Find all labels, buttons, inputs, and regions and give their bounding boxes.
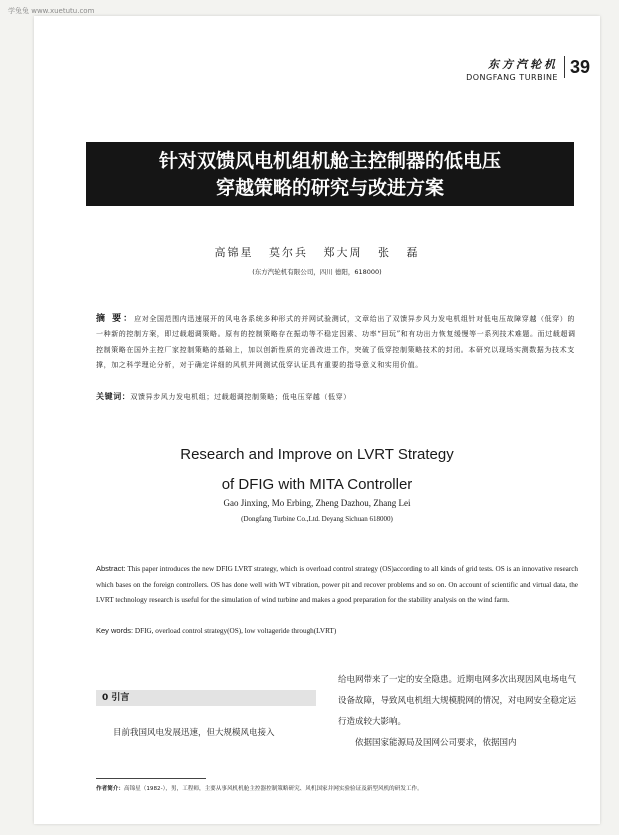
body-right-paragraph-1: 给电网带来了一定的安全隐患。近期电网多次出现因风电场电气设备故障，导致风电机组大规模脱网的情况，对电网安全稳定运行造成较大影响。 [338, 675, 577, 727]
footnote [96, 784, 578, 792]
body-right-paragraph-2: 依据国家能源局及国网公司要求，依据国内 [355, 738, 517, 748]
abstract-cn [96, 311, 578, 373]
keywords-en-label: Key words: [96, 626, 134, 635]
authors-cn: 高锦星 莫尔兵 郑大周 张 磊 [214, 246, 420, 259]
journal-header [466, 56, 558, 82]
abstract-cn-label: 摘 要： [96, 314, 135, 324]
paper-page [34, 16, 600, 824]
title-en-line1: Research and Improve on LVRT Strategy [180, 446, 454, 463]
abstract-en [96, 562, 578, 609]
abstract-cn-text: 应对全国范围内迅速展开的风电各系统多种形式的并网试验测试，文章给出了双馈异步风力发电机组针对低电压故障穿越（低穿）的一种新的控制方案，即过载超调策略。原有的控制策略存在振动等不稳定因素、功率“回玩”和有功出力恢复缓慢等一系列技术难题。而过载超调控制策略在国外主控厂家控制策略的基础上，加以创新性质的完善改进工作，突破了低穿控制策略技术的封闭。本研究以现场实测数据为技术支撑，加之科学理论分析，对于确定详细的风机并网测试低穿认证具有重要的指导意义和实用价值。 [96, 315, 576, 369]
keywords-en [96, 626, 578, 635]
keywords-cn-label: 关键词： [96, 392, 131, 401]
journal-name-cn: 东方汽轮机 [488, 58, 558, 71]
title-cn-line2: 穿越策略的研究与改进方案 [215, 177, 444, 199]
journal-name-en: DONGFANG TURBINE [466, 73, 558, 82]
keywords-en-text: DFIG, overload control strategy(OS), low voltageride through(LVRT) [134, 627, 337, 635]
affiliation-cn: (东方汽轮机有限公司，四川 德阳，618000) [252, 268, 382, 276]
title-cn [86, 142, 574, 206]
title-en-line2: of DFIG with MITA Controller [221, 476, 413, 493]
body-right-column [338, 670, 578, 754]
footnote-label: 作者简介： [96, 786, 124, 792]
keywords-cn [96, 391, 578, 402]
abstract-en-text: This paper introduces the new DFIG LVRT strategy, which is overload control strategy (OS)according to all kinds of grid tests. OS is an innovative research which bases on the foreign controllers. OS has done well with WT vibration, power pit and recover problems and so on. On account of scientific and virtual data, the LVRT technology research is useful for the simulation of wind turbine and makes a good preparation for the stability analysis on the wind farm. [96, 565, 579, 604]
watermark: 学兔兔 www.xuetutu.com [8, 7, 95, 15]
body-left-column [96, 726, 321, 740]
affiliation-en: (Dongfang Turbine Co.,Ltd. Deyang Sichuan 618000) [241, 515, 393, 523]
title-cn-line1: 针对双馈风电机组机舱主控制器的低电压 [158, 150, 501, 172]
title-en [34, 440, 600, 500]
section-heading: 0 引言 [96, 690, 316, 706]
keywords-cn-text: 双馈异步风力发电机组；过载超调控制策略；低电压穿越（低穿） [130, 393, 351, 401]
footnote-divider [96, 778, 206, 779]
page-number: 39 [564, 56, 590, 78]
body-left-paragraph: 目前我国风电发展迅速，但大规模风电接入 [113, 728, 275, 738]
authors-en: Gao Jinxing, Mo Erbing, Zheng Dazhou, Zhang Lei [223, 498, 411, 508]
abstract-en-label: Abstract: [96, 564, 126, 573]
footnote-text: 高锦星（1982-），男，工程师，主要从事风机机舱主控器控制策略研究、风机国家并网实验验证及新型风机的研发工作。 [123, 786, 423, 792]
